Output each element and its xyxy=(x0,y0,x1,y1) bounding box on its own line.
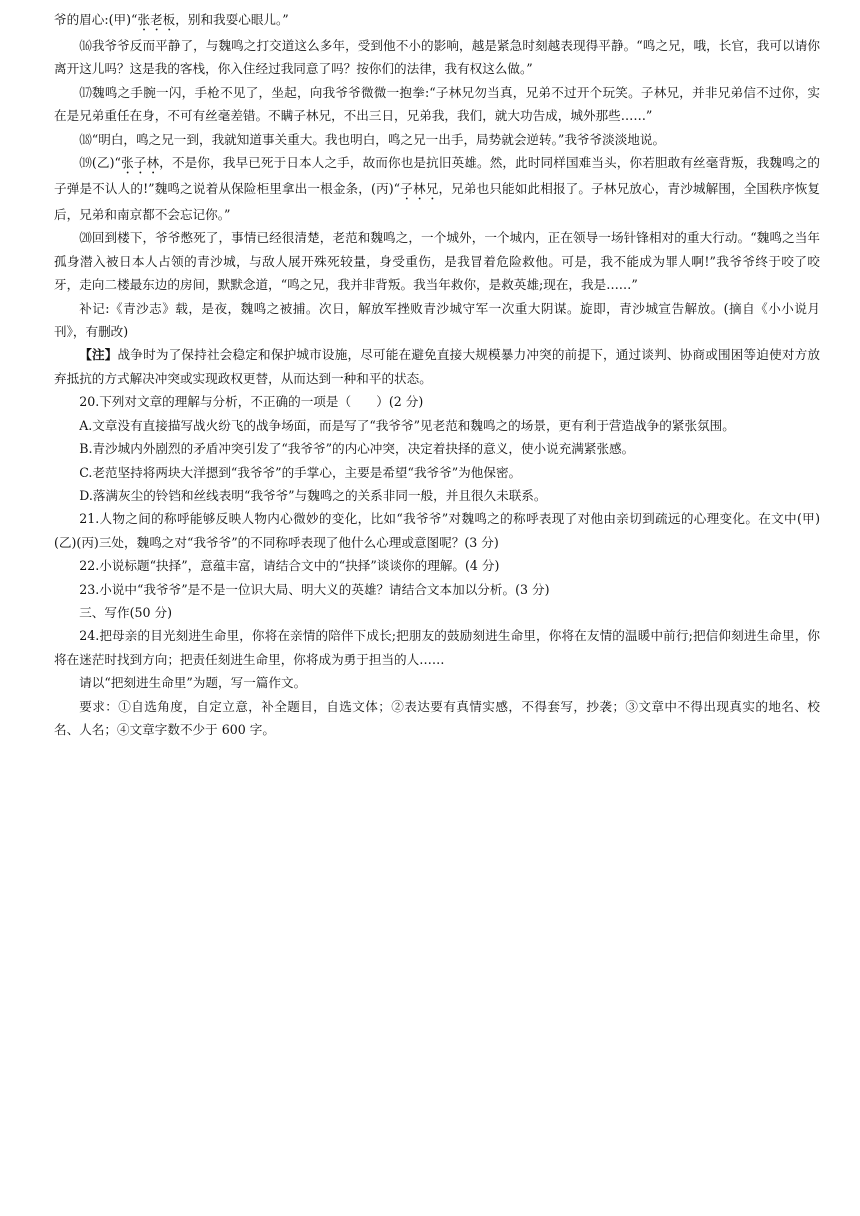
emphasized-name: 张老板 xyxy=(137,12,176,27)
emphasized-name: 张子林 xyxy=(121,155,160,171)
text-run: ，别和我耍心眼儿。” xyxy=(175,12,289,27)
story-note xyxy=(54,343,820,390)
question-20-option-a: A.文章没有直接描写战火纷飞的战争场面，而是写了“我爷爷”见老范和魏鸣之的场景，更有利于营造战争的紧张氛围。 xyxy=(79,417,735,433)
text-run: ，兄弟也只能如此相报了。子林兄放心，青沙城解围，全国秩序恢复后，兄弟和南京都不会忘记你。” xyxy=(54,181,821,223)
question-24: 24.把母亲的目光刻进生命里，你将在亲情的陪伴下成长;把朋友的鼓励刻进生命里，你将在友情的温暖中前行;把信仰刻进生命里，你将在迷茫时找到方向；把责任刻进生命里，你将成为勇于担当的人…… xyxy=(54,628,820,667)
text-run: 爷的眉心:(甲)“ xyxy=(54,12,138,27)
text-run: ，不是你，我早已死于日本人之手，故而你也是抗旧英雄。然，此时同样国难当头，你若胆敢有丝毫背叛，我魏鸣之的子弹是不认人的!”魏鸣之说着从保险柜里拿出一根金条，(丙)“ xyxy=(54,155,821,197)
story-paragraph-16: ⒃我爷爷反而平静了，与魏鸣之打交道这么多年，受到他不小的影响，越是紧急时刻越表现得平静。“鸣之兄，哦，长官，我可以请你离开这儿吗？这是我的客栈，你入住经过我同意了吗？按你们的法律，我有权这么做。” xyxy=(54,38,820,77)
writing-requirements: 要求：①自选角度，自定立意，补全题目，自选文体；②表达要有真情实感，不得套写，抄袭；③文章中不得出现真实的地名、校名、人名；④文章字数不少于 600 字。 xyxy=(54,698,820,737)
writing-section-heading: 三、写作(50 分) xyxy=(79,604,173,620)
story-paragraph-19 xyxy=(54,151,820,226)
text-run: ⒆(乙)“ xyxy=(79,155,121,171)
question-20-option-b: B.青沙城内外剧烈的矛盾冲突引发了“我爷爷”的内心冲突，决定着抉择的意义，使小说充满紧张感。 xyxy=(79,441,635,457)
question-21: 21.人物之间的称呼能够反映人物内心微妙的变化，比如“我爷爷”对魏鸣之的称呼表现了对他由亲切到疏远的心理变化。在文中(甲)(乙)(丙)三处，魏鸣之对“我爷爷”的不同称呼表现了他什么心理或意图呢？(3 分) xyxy=(54,511,820,550)
question-20-option-c: C.老范坚持将两块大洋摁到“我爷爷”的手掌心，主要是希望“我爷爷”为他保密。 xyxy=(79,464,522,480)
emphasized-name: 子林兄 xyxy=(400,181,439,197)
writing-prompt: 请以“把刻进生命里”为题，写一篇作文。 xyxy=(79,675,307,691)
question-23: 23.小说中“我爷爷”是不是一位识大局、明大义的英雄？请结合文本加以分析。(3 分) xyxy=(79,581,550,597)
story-postscript: 补记:《青沙志》载，是夜，魏鸣之被捕。次日，解放军挫败青沙城守军一次重大阴谋。旋即，青沙城宣告解放。(摘自《小小说月刊》，有删改) xyxy=(54,300,820,340)
note-label: 【注】 xyxy=(79,347,118,363)
question-20: 20.下列对文章的理解与分析，不正确的一项是（ ）(2 分) xyxy=(79,394,424,410)
story-paragraph-continued xyxy=(54,8,820,34)
note-text: 战争时为了保持社会稳定和保护城市设施，尽可能在避免直接大规模暴力冲突的前提下，通过谈判、协商或围困等迫使对方放弃抵抗的方式解决冲突或实现政权更替，从而达到一种和平的状态。 xyxy=(54,347,821,386)
question-20-option-d: D.落满灰尘的铃铛和丝线表明“我爷爷”与魏鸣之的关系非同一般，并且很久未联系。 xyxy=(79,487,547,503)
question-22: 22.小说标题“抉择”，意蕴丰富，请结合文中的“抉择”谈谈你的理解。(4 分) xyxy=(79,558,500,574)
story-paragraph-20: ⒇回到楼下，爷爷憋死了，事情已经很清楚，老范和魏鸣之，一个城外，一个城内，正在领导一场针锋相对的重大行动。“魏鸣之当年孤身潜入被日本人占领的青沙城，与敌人展开殊死较量，身受重伤，是我冒着危险救他。可是，我不能成为罪人啊!”我爷爷终于咬了咬牙，走向二楼最东边的房间，默默念道，“鸣之兄，我并非背叛。我当年救你，是救英雄;现在，我是……” xyxy=(54,230,820,293)
story-paragraph-17: ⒄魏鸣之手腕一闪，手枪不见了，坐起，向我爷爷微微一抱拳:“子林兄勿当真，兄弟不过开个玩笑。子林兄，并非兄弟信不过你，实在是兄弟重任在身，不可有丝毫差错。不瞒子林兄，不出三日，兄弟我，我们，就大功告成，城外那些……” xyxy=(54,84,820,124)
story-paragraph-18: ⒅“明白，鸣之兄一到，我就知道事关重大。我也明白，鸣之兄一出手，局势就会逆转。”我爷爷淡淡地说。 xyxy=(79,131,666,147)
